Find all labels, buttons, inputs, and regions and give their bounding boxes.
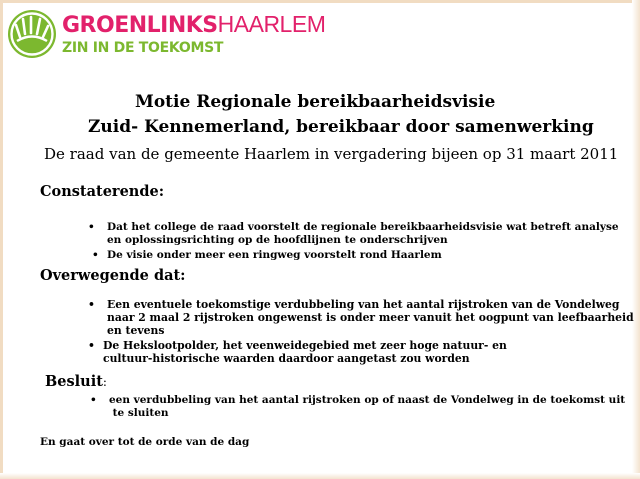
besluit-colon: :	[102, 375, 107, 389]
list-item	[88, 339, 507, 365]
besluit-heading-text: Besluit	[45, 373, 103, 390]
section-heading-besluit	[45, 373, 107, 390]
bullet-icon: •	[88, 298, 95, 311]
right-edge-shade	[632, 0, 640, 479]
list-item-text: De visie onder meer een ringweg voorstelt rond Haarlem	[107, 249, 442, 261]
list-item-text: Een eventuele toekomstige verdubbeling van het aantal rijstroken van de Vondelweg naar 2 maal 2 rijstroken ongewenst is onder meer vanuit het oogpunt van leefbaarheid en tevens	[107, 298, 634, 337]
list-item-text: De Hekslootpolder, het veenweidegebied met zeer hoge natuur- en cultuur-historische waarden daardoor aangetast zou worden	[103, 339, 507, 365]
bullet-icon: •	[90, 394, 97, 406]
section-heading-overwegende: Overwegende dat:	[40, 267, 186, 284]
bottom-edge-shade	[0, 473, 640, 479]
groenlinks-sun-logo-icon	[6, 8, 58, 60]
bullet-icon: •	[88, 221, 95, 233]
list-item	[88, 298, 634, 337]
section-heading-constaterende: Constaterende:	[40, 183, 165, 200]
brand-name-city: HAARLEM	[217, 11, 326, 37]
list-item	[90, 394, 625, 419]
list-item	[88, 221, 619, 246]
list-item-text: een verdubbeling van het aantal rijstroken op of naast de Vondelweg in de toekomst uit te sluiten	[109, 394, 626, 419]
list-item-text: Dat het college de raad voorstelt de regionale bereikbaarheidsvisie wat betreft analyse en oplossingsrichting op de hoofdlijnen te onderschrijven	[107, 221, 619, 246]
document-title-line2: Zuid- Kennemerland, bereikbaar door samenwerking	[88, 117, 594, 137]
brand-name-bold: GROENLINKS	[62, 13, 218, 38]
closing-statement: En gaat over tot de orde van de dag	[40, 436, 250, 448]
brand-tagline: ZIN IN DE TOEKOMST	[62, 40, 224, 56]
brand-wordmark	[62, 13, 325, 55]
list-item	[92, 249, 442, 262]
document-intro: De raad van de gemeente Haarlem in vergadering bijeen op 31 maart 2011	[44, 145, 619, 163]
document-title-line1: Motie Regionale bereikbaarheidsvisie	[135, 92, 496, 112]
bullet-icon: •	[88, 339, 95, 352]
bullet-icon: •	[92, 249, 99, 261]
